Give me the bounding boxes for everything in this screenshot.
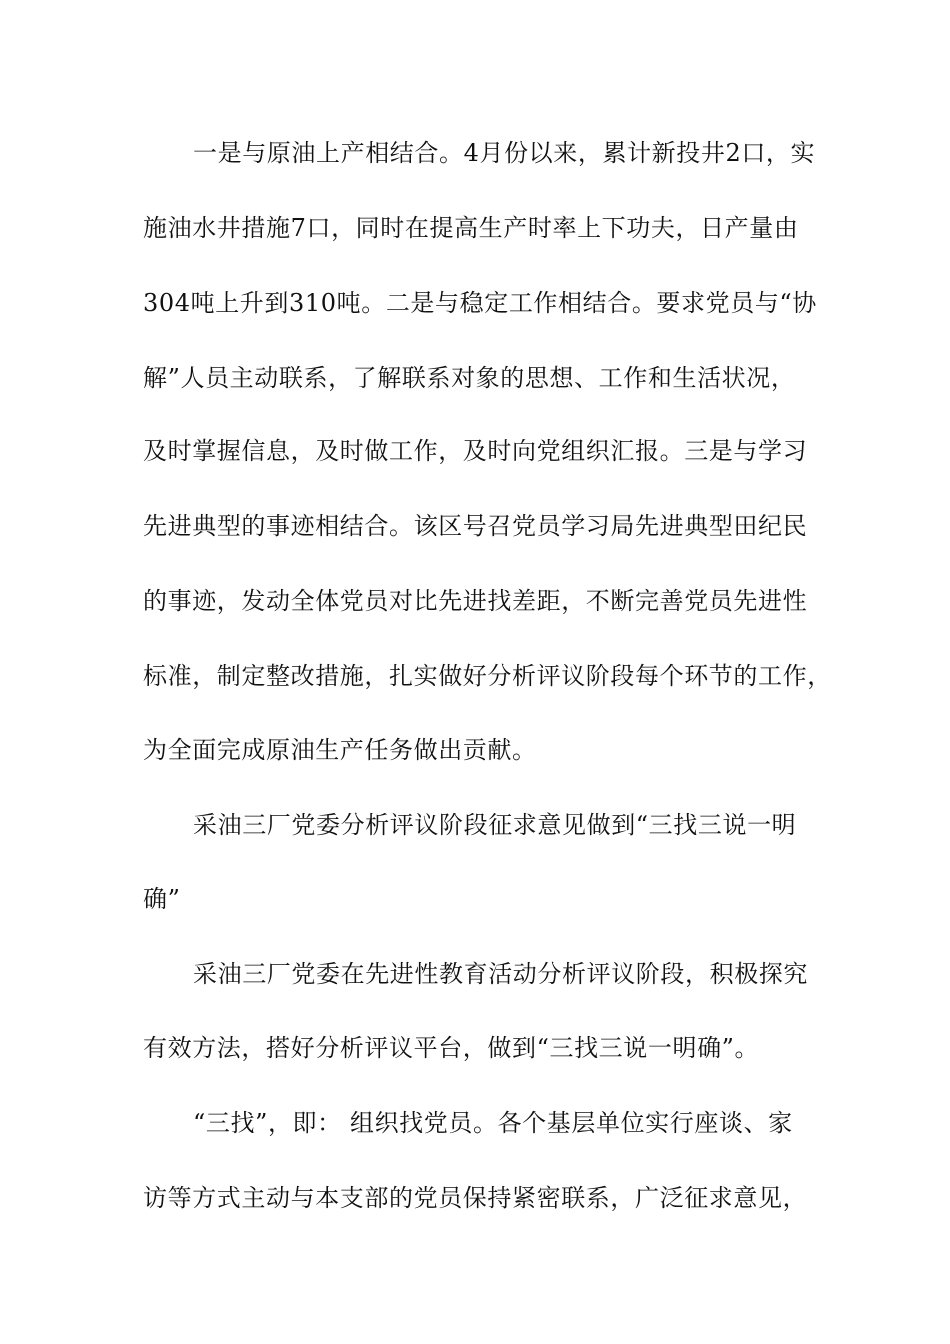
paragraph-line: “三找”，即： 组织找党员。各个基层单位实行座谈、家	[193, 1109, 793, 1137]
heading-line: 确”	[143, 885, 181, 913]
paragraph-line: 访等方式主动与本支部的党员保持紧密联系，广泛征求意见，	[143, 1184, 808, 1212]
heading-line: 采油三厂党委分析评议阶段征求意见做到“三找三说一明	[193, 811, 797, 839]
paragraph-line: 的事迹，发动全体党员对比先进找差距，不断完善党员先进性	[143, 587, 808, 615]
paragraph-line: 解”人员主动联系，了解联系对象的思想、工作和生活状况，	[143, 364, 796, 392]
paragraph-line: 先进典型的事迹相结合。该区号召党员学习局先进典型田纪民	[143, 512, 808, 540]
paragraph-line: 及时掌握信息，及时做工作，及时向党组织汇报。三是与学习	[143, 437, 808, 465]
paragraph-line: 304吨上升到310吨。二是与稳定工作相结合。要求党员与“协	[143, 289, 817, 317]
paragraph-line: 标准，制定整改措施，扎实做好分析评议阶段每个环节的工作，	[143, 662, 832, 690]
paragraph-line: 施油水井措施7口，同时在提高生产时率上下功夫，日产量由	[143, 214, 799, 242]
paragraph-line: 采油三厂党委在先进性教育活动分析评议阶段，积极探究	[193, 960, 808, 988]
paragraph-line: 一是与原油上产相结合。4月份以来，累计新投井2口，实	[193, 139, 816, 167]
paragraph-line: 为全面完成原油生产任务做出贡献。	[143, 736, 537, 764]
paragraph-line: 有效方法，搭好分析评议平台，做到“三找三说一明确”。	[143, 1034, 760, 1062]
